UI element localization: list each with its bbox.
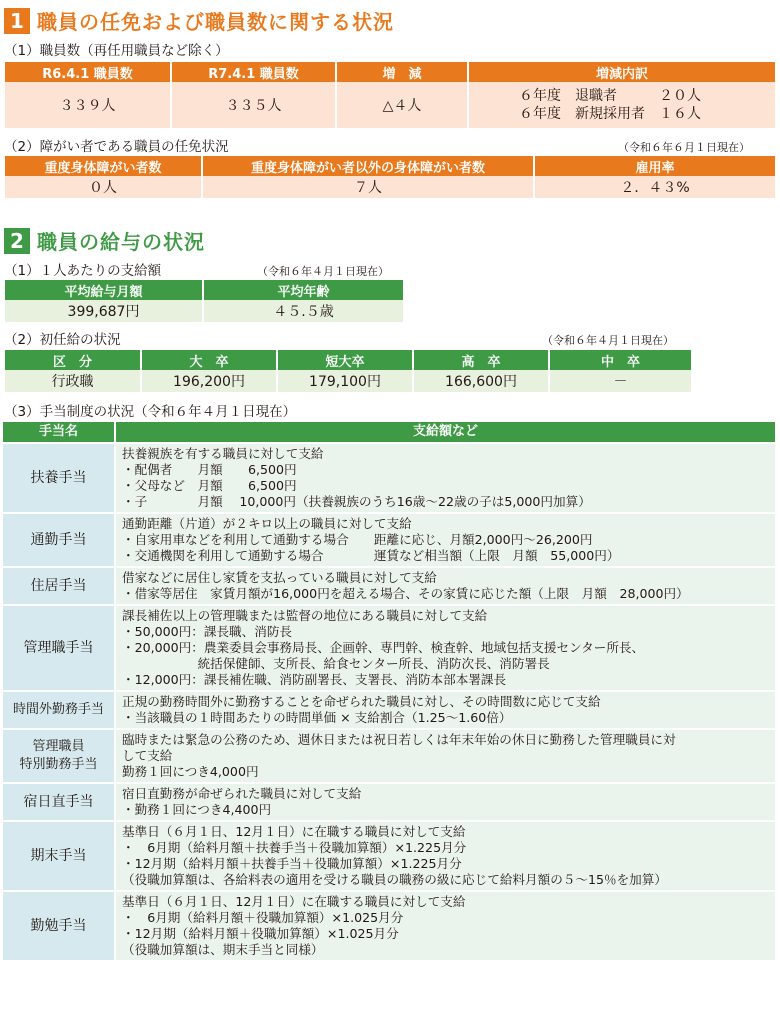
- junior-high-pay: －: [550, 370, 691, 392]
- allowance-name: 管理職員 特別勤務手当: [3, 730, 114, 782]
- other-value: ７人: [203, 176, 533, 198]
- header-breakdown: 増減内訳: [469, 62, 775, 82]
- breakdown-cell: [469, 82, 775, 128]
- allowance-row-management: [3, 606, 775, 690]
- header-junior-high: 中 卒: [550, 350, 691, 370]
- salary-date: （令和６年４月１日現在）: [257, 265, 389, 278]
- disability-date: （令和６年６月１日現在）: [618, 141, 750, 154]
- avg-salary-value: 399,687円: [5, 300, 202, 322]
- breakdown-retired: ６年度 退職者 ２０人: [519, 88, 701, 104]
- allowance-row-commute: [3, 514, 775, 566]
- avg-age-value: ４５.５歳: [204, 300, 403, 322]
- section1-heading: [4, 6, 394, 35]
- salary-subtitle: （1）１人あたりの支給額: [4, 263, 162, 279]
- allowance-name: 通勤手当: [3, 514, 114, 566]
- section2-title: 職員の給与の状況: [37, 230, 205, 254]
- allowance-row-overtime: [3, 692, 775, 728]
- allowance-row-term-end: [3, 822, 775, 890]
- header-allowance-name: 手当名: [3, 422, 114, 442]
- r6-staff-value: ３３９人: [5, 82, 170, 128]
- allowance-detail: 基準日（６月１日、12月１日）に在職する職員に対して支給 ・ 6月期（給料月額＋扶養手当＋役職加算額）×1.225月分 ・12月期（給料月額＋扶養手当＋役職加算額）×1.225月分 （役職加算額は、各給料表の適用を受ける職員の職務の級に応じて給料月額の５～15％を加算）: [116, 822, 775, 890]
- allowance-name: 勤勉手当: [3, 892, 114, 960]
- severe-value: ０人: [5, 176, 201, 198]
- header-junior-college: 短大卒: [278, 350, 412, 370]
- disability-table: [3, 156, 777, 198]
- allowance-detail: 借家などに居住し家賃を支払っている職員に対して支給 ・借家等居住 家賃月額が16,000円を超える場合、その家賃に応じた額（上限 月額 28,000円）: [116, 568, 775, 604]
- allowance-row-dependent: [3, 444, 775, 512]
- starting-pay-date: （令和６年４月１日現在）: [542, 334, 674, 347]
- allowance-name: 時間外勤務手当: [3, 692, 114, 728]
- header-category: 区 分: [5, 350, 140, 370]
- allowance-detail: 扶養親族を有する職員に対して支給 ・配偶者 月額 6,500円 ・父母など 月額 6,500円 ・子 月額 10,000円（扶養親族のうち16歳～22歳の子は5,000円加算）: [116, 444, 775, 512]
- header-r6-staff: R6.4.1 職員数: [5, 62, 170, 82]
- allowance-row-diligence: [3, 892, 775, 960]
- header-employment-rate: 雇用率: [535, 156, 775, 176]
- allowance-name: 管理職手当: [3, 606, 114, 690]
- university-pay: 196,200円: [142, 370, 276, 392]
- allowance-detail: 通勤距離（片道）が２キロ以上の職員に対して支給 ・自家用車などを利用して通勤する場合 距離に応じ、月額2,000円～26,200円 ・交通機関を利用して通勤する場合 運賃など相当額（上限 月額 55,000円）: [116, 514, 775, 566]
- allowance-row-manager-special: [3, 730, 775, 782]
- allowance-name: 扶養手当: [3, 444, 114, 512]
- staff-count-subtitle: （1）職員数（再任用職員など除く）: [4, 43, 229, 59]
- header-severe: 重度身体障がい者数: [5, 156, 201, 176]
- allowance-name: 宿日直手当: [3, 784, 114, 820]
- r7-staff-value: ３３５人: [172, 82, 335, 128]
- allowance-detail: 課長補佐以上の管理職または監督の地位にある職員に対して支給 ・50,000円：課長職、消防長 ・20,000円：農業委員会事務局長、企画幹、専門幹、検査幹、地域包括支援センター所長、 統括保健師、支所長、給食センター所長、消防次長、消防署長 ・12,000円：課長補佐職、消防副署長、支署長、消防本部本署課長: [116, 606, 775, 690]
- header-university: 大 卒: [142, 350, 276, 370]
- starting-pay-table: [3, 350, 693, 392]
- allowance-row-night-duty: [3, 784, 775, 820]
- section1-title: 職員の任免および職員数に関する状況: [37, 10, 394, 34]
- allowance-header-row: [3, 422, 775, 442]
- allowance-subtitle: （3）手当制度の状況（令和６年４月１日現在）: [4, 404, 297, 420]
- breakdown-hired: ６年度 新規採用者 １６人: [519, 106, 701, 122]
- allowance-detail: 宿日直勤務が命ぜられた職員に対して支給 ・勤務１回につき4,400円: [116, 784, 775, 820]
- allowance-table: [3, 422, 775, 962]
- allowance-name: 住居手当: [3, 568, 114, 604]
- header-change: 増 減: [337, 62, 467, 82]
- section1-number: 1: [4, 8, 30, 34]
- employment-rate-value: ２．４３%: [535, 176, 775, 198]
- header-other: 重度身体障がい者以外の身体障がい者数: [203, 156, 533, 176]
- change-value: △４人: [337, 82, 467, 128]
- header-avg-salary: 平均給与月額: [5, 280, 202, 300]
- header-r7-staff: R7.4.1 職員数: [172, 62, 335, 82]
- high-school-pay: 166,600円: [414, 370, 548, 392]
- header-allowance-detail: 支給額など: [116, 422, 775, 442]
- header-avg-age: 平均年齢: [204, 280, 403, 300]
- allowance-row-housing: [3, 568, 775, 604]
- junior-college-pay: 179,100円: [278, 370, 412, 392]
- category-value: 行政職: [5, 370, 140, 392]
- section2-heading: [4, 226, 205, 255]
- allowance-detail: 基準日（６月１日、12月１日）に在職する職員に対して支給 ・ 6月期（給料月額＋役職加算額）×1.025月分 ・12月期（給料月額＋役職加算額）×1.025月分 （役職加算額は、期末手当と同様）: [116, 892, 775, 960]
- staff-count-table: [3, 62, 777, 128]
- header-high-school: 高 卒: [414, 350, 548, 370]
- salary-table: [3, 280, 405, 322]
- allowance-detail: 臨時または緊急の公務のため、週休日または祝日若しくは年末年始の休日に勤務した管理職員に対 して支給 勤務１回につき4,000円: [116, 730, 775, 782]
- allowance-name: 期末手当: [3, 822, 114, 890]
- allowance-detail: 正規の勤務時間外に勤務することを命ぜられた職員に対し、その時間数に応じて支給 ・当該職員の１時間あたりの時間単価 × 支給割合（1.25～1.60倍）: [116, 692, 775, 728]
- disability-subtitle: （2）障がい者である職員の任免状況: [4, 139, 229, 155]
- section2-number: 2: [4, 228, 30, 254]
- starting-pay-subtitle: （2）初任給の状況: [4, 332, 121, 348]
